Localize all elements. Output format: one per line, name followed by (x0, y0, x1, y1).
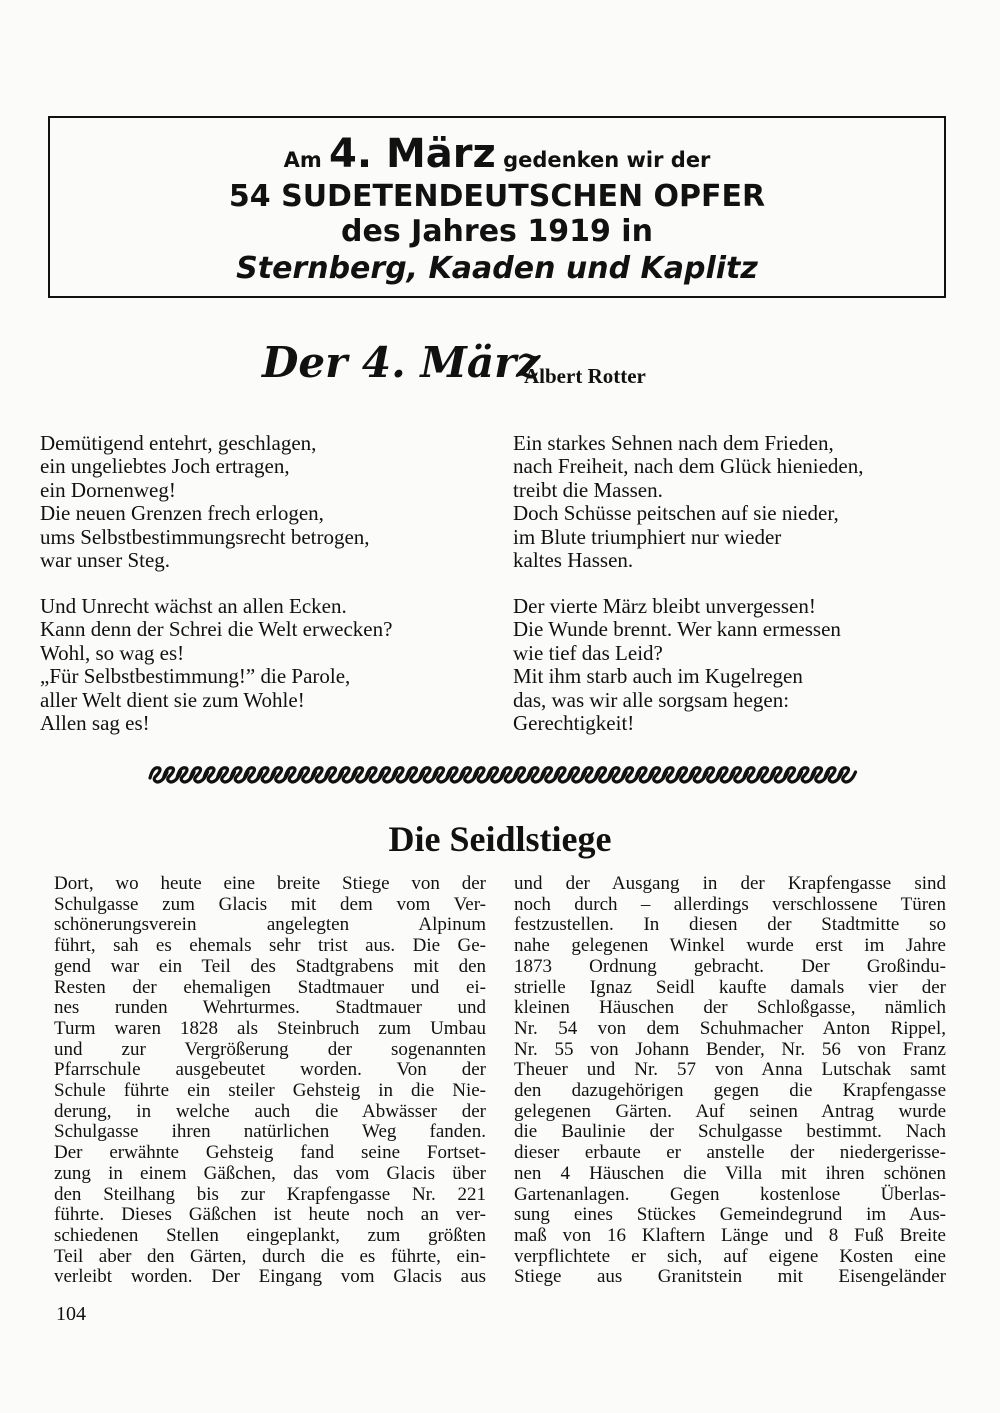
poem-right-stanza-1 (513, 432, 863, 572)
article-line: nen 4 Häuschen die Villa mit ihren schönen (514, 1162, 946, 1184)
article-line: Resten der ehemaligen Stadtmauer und ei- (54, 976, 486, 998)
poem-line: Demütigend entehrt, geschlagen, (40, 431, 317, 455)
article-line: und zur Vergrößerung der sogenannten (54, 1038, 486, 1060)
article-line: verleibt worden. Der Eingang vom Glacis aus (54, 1266, 486, 1288)
article-line: Schulgasse ihren natürlichen Weg fanden. (54, 1121, 486, 1143)
article-line: dieser erbaute er anstelle der niedergerisse- (514, 1142, 946, 1164)
article-line: Schulgasse zum Glacis mit dem vom Ver- (54, 893, 486, 915)
article-column-left (54, 874, 486, 1288)
poem-right-stanza-2 (513, 595, 841, 735)
article-line: den Steilhang bis zur Krapfengasse Nr. 221 (54, 1183, 486, 1205)
article-line: kleinen Häuschen der Schloßgasse, nämlich (514, 997, 946, 1019)
article-line: Pfarrschule ausgebeutet worden. Von der (54, 1059, 486, 1081)
poem-line: ein Dornenweg! (40, 477, 176, 502)
poem-line: nach Freiheit, nach dem Glück hienieden, (513, 454, 864, 479)
article-line: maß von 16 Klaftern Länge und 8 Fuß Breite (514, 1224, 946, 1246)
poem-line: Und Unrecht wächst an allen Ecken. (40, 594, 347, 618)
article-line: zung in einem Gäßchen, das vom Glacis über (54, 1162, 486, 1184)
poem-line: Der vierte März bleibt unvergessen! (513, 594, 816, 618)
article-line: Nr. 55 von Johann Bender, Nr. 56 von Franz (514, 1038, 946, 1060)
article-line: Turm waren 1828 als Steinbruch zum Umbau (54, 1017, 486, 1039)
article-line: den dazugehörigen gegen die Krapfengasse (514, 1080, 946, 1102)
article-line: Schule führte ein steiler Gehsteig in die Nie- (54, 1080, 486, 1102)
poem-line: ein ungeliebtes Joch ertragen, (40, 454, 290, 479)
poem-left-stanza-2 (40, 595, 392, 735)
article-line: Gartenanlagen. Gegen kostenlose Überlas- (514, 1183, 946, 1205)
banner-line-3: des Jahres 1919 in (341, 214, 653, 249)
article-line: führte. Dieses Gäßchen ist heute noch an ver- (54, 1204, 486, 1226)
poem-line: wie tief das Leid? (513, 640, 663, 665)
page-number: 104 (56, 1303, 86, 1325)
poem-line: Die neuen Grenzen frech erlogen, (40, 501, 324, 526)
article-line: Theuer und Nr. 57 von Anna Lutschak samt (514, 1059, 946, 1081)
poem-line: war unser Steg. (40, 548, 171, 573)
banner-line-2: 54 SUDETENDEUTSCHEN OPFER (228, 179, 766, 214)
article-line: 1873 Ordnung gebracht. Der Großindu- (514, 955, 946, 977)
banner-date: 4. März (329, 131, 496, 177)
poem-line: Allen sag es! (40, 711, 150, 736)
article-line: Nr. 54 von dem Schuhmacher Anton Rippel, (514, 1017, 946, 1039)
article-line: Der erwähnte Gehsteig fand seine Fortset- (54, 1142, 486, 1164)
article-line: gend war ein Teil des Stadtgrabens mit den (54, 955, 486, 977)
poem-line: „Für Selbstbestimmung!” die Parole, (40, 664, 351, 689)
article-line: festzustellen. In diesen der Stadtmitte so (514, 914, 946, 936)
article-line: derung, in welche auch die Abwässer der (54, 1100, 486, 1122)
poem-line: Ein starkes Sehnen nach dem Frieden, (513, 431, 834, 455)
article-line: schiedenen Stellen eingeplankt, zum größten (54, 1224, 486, 1246)
ornament-divider (146, 762, 858, 786)
memorial-banner (48, 116, 946, 298)
article-line: sung eines Stückes Gemeindegrund im Aus- (514, 1204, 946, 1226)
article-line: verpflichtete er sich, auf eigene Kosten eine (514, 1245, 946, 1267)
article-line: führt, sah es ehemals sehr trist aus. Die Ge- (54, 935, 486, 957)
poem-author: Albert Rotter (524, 364, 646, 388)
banner-am: Am (283, 148, 322, 172)
poem-left-stanza-1 (40, 432, 370, 572)
poem-title: Der 4. März (262, 338, 541, 387)
article-title: Die Seidlstiege (388, 819, 612, 859)
article-line: nes runden Wehrturmes. Stadtmauer und (54, 997, 486, 1019)
banner-line-1 (50, 131, 944, 180)
poem-line: Wohl, so wag es! (40, 640, 185, 665)
article-line: gelegenen Gärten. Auf seinen Antrag wurde (514, 1100, 946, 1122)
poem-line: kaltes Hassen. (513, 548, 634, 573)
poem-line: ums Selbstbestimmungsrecht betrogen, (40, 524, 370, 549)
article-line: die Baulinie der Schulgasse bestimmt. Nach (514, 1121, 946, 1143)
banner-rest: gedenken wir der (503, 148, 711, 172)
poem-line: Gerechtigkeit! (513, 711, 635, 736)
article-line: Stiege aus Granitstein mit Eisengeländer (514, 1266, 946, 1288)
article-column-right (514, 874, 946, 1288)
banner-line-4: Sternberg, Kaaden und Kaplitz (236, 251, 758, 286)
article-line: Dort, wo heute eine breite Stiege von der (54, 873, 486, 894)
poem-line: Mit ihm starb auch im Kugelregen (513, 664, 803, 689)
poem-line: das, was wir alle sorgsam hegen: (513, 687, 790, 712)
article-line: Teil aber den Gärten, durch die es führte, ein- (54, 1245, 486, 1267)
poem-line: aller Welt dient sie zum Wohle! (40, 687, 305, 712)
poem-line: treibt die Massen. (513, 477, 663, 502)
poem-line: im Blute triumphiert nur wieder (513, 524, 782, 549)
poem-line: Kann denn der Schrei die Welt erwecken? (40, 617, 393, 642)
poem-line: Doch Schüsse peitschen auf sie nieder, (513, 501, 839, 526)
article-line: nahe gelegenen Winkel wurde erst im Jahre (514, 935, 946, 957)
article-line: und der Ausgang in der Krapfengasse sind (514, 873, 946, 894)
article-line: schönerungsverein angelegten Alpinum (54, 914, 486, 936)
article-line: noch durch – allerdings verschlossene Türen (514, 893, 946, 915)
article-line: strielle Ignaz Seidl kaufte damals vier der (514, 976, 946, 998)
poem-line: Die Wunde brennt. Wer kann ermessen (513, 617, 841, 642)
